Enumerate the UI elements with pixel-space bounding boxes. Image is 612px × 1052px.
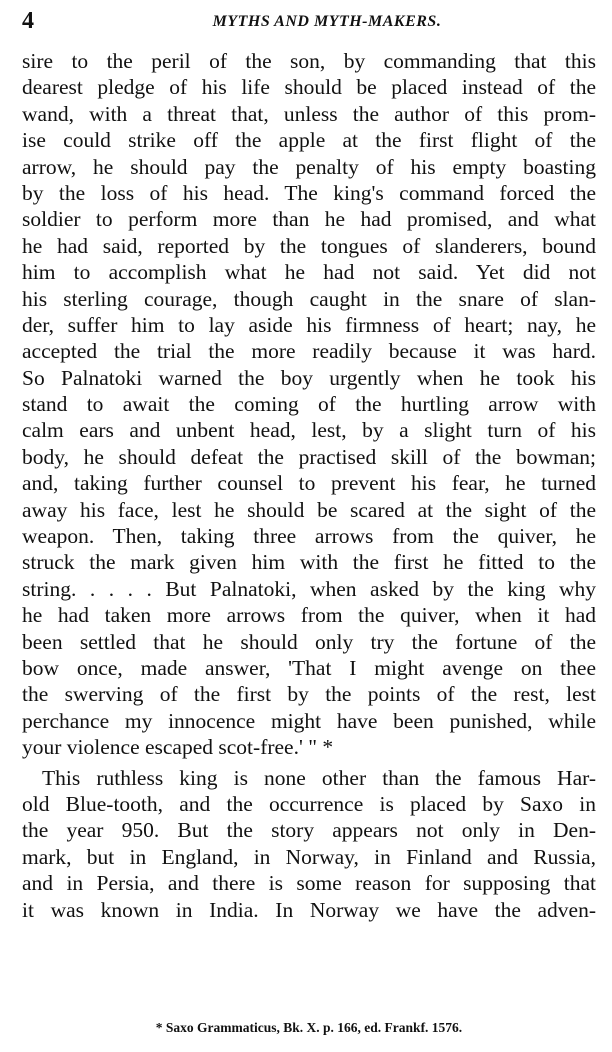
- text-line: arrow, he should pay the penalty of his empty boasting: [22, 154, 596, 179]
- text-line: the swerving of the first by the points of the rest, lest: [22, 682, 596, 707]
- text-line: the year 950. But the story appears not only in Den-: [22, 818, 596, 843]
- text-line: his sterling courage, though caught in the snare of slan-: [22, 286, 596, 311]
- running-head: MYTHS AND MYTH-MAKERS.: [212, 13, 442, 30]
- text-line: So Palnatoki warned the boy urgently when he took his: [22, 365, 596, 390]
- text-line: old Blue-tooth, and the occurrence is placed by Saxo in: [22, 791, 596, 816]
- text-line: away his face, lest he should be scared at the sight of the: [22, 497, 596, 522]
- text-line: body, he should defeat the practised skill of the bowman;: [22, 444, 596, 469]
- text-line: ise could strike off the apple at the first flight of the: [22, 128, 596, 153]
- text-line: bow once, made answer, 'That I might avenge on thee: [22, 655, 596, 680]
- text-line: perchance my innocence might have been punished, while: [22, 708, 596, 733]
- text-line: string. . . . . But Palnatoki, when asked by the king why: [22, 576, 596, 601]
- text-line: he had said, reported by the tongues of slanderers, bound: [22, 233, 596, 258]
- text-line: weapon. Then, taking three arrows from the quiver, he: [22, 524, 596, 549]
- text-line: by the loss of his head. The king's command forced the: [22, 180, 596, 205]
- text-line: he had taken more arrows from the quiver, when it had: [22, 603, 596, 628]
- text-line: wand, with a threat that, unless the author of this prom-: [22, 101, 596, 126]
- body-text: [22, 48, 596, 923]
- text-line: him to accomplish what he had not said. Yet did not: [22, 260, 596, 285]
- text-line: dearest pledge of his life should be placed instead of the: [22, 75, 596, 100]
- text-line: your violence escaped scot-free.' " *: [22, 735, 334, 760]
- text-line: and, taking further counsel to prevent his fear, he turned: [22, 471, 596, 496]
- text-line: der, suffer him to lay aside his firmness of heart; nay, he: [22, 312, 596, 337]
- text-line: accepted the trial the more readily because it was hard.: [22, 339, 596, 364]
- text-line: it was known in India. In Norway we have the adven-: [22, 897, 596, 922]
- footnote: * Saxo Grammaticus, Bk. X. p. 166, ed. Frankf. 1576.: [155, 1020, 463, 1035]
- page-header: [22, 6, 592, 36]
- text-line: and in Persia, and there is some reason for supposing that: [22, 871, 596, 896]
- text-line: sire to the peril of the son, by commanding that this: [22, 49, 596, 73]
- text-line: mark, but in England, in Norway, in Finland and Russia,: [22, 844, 596, 869]
- text-line: struck the mark given him with the first he fitted to the: [22, 550, 596, 575]
- text-line: calm ears and unbent head, lest, by a slight turn of his: [22, 418, 596, 443]
- page-number: 4: [22, 8, 34, 34]
- text-line: been settled that he should only try the fortune of the: [22, 629, 596, 654]
- text-line: stand to await the coming of the hurtling arrow with: [22, 392, 596, 417]
- text-line: This ruthless king is none other than the famous Har-: [42, 765, 596, 790]
- text-line: soldier to perform more than he had promised, and what: [22, 207, 596, 232]
